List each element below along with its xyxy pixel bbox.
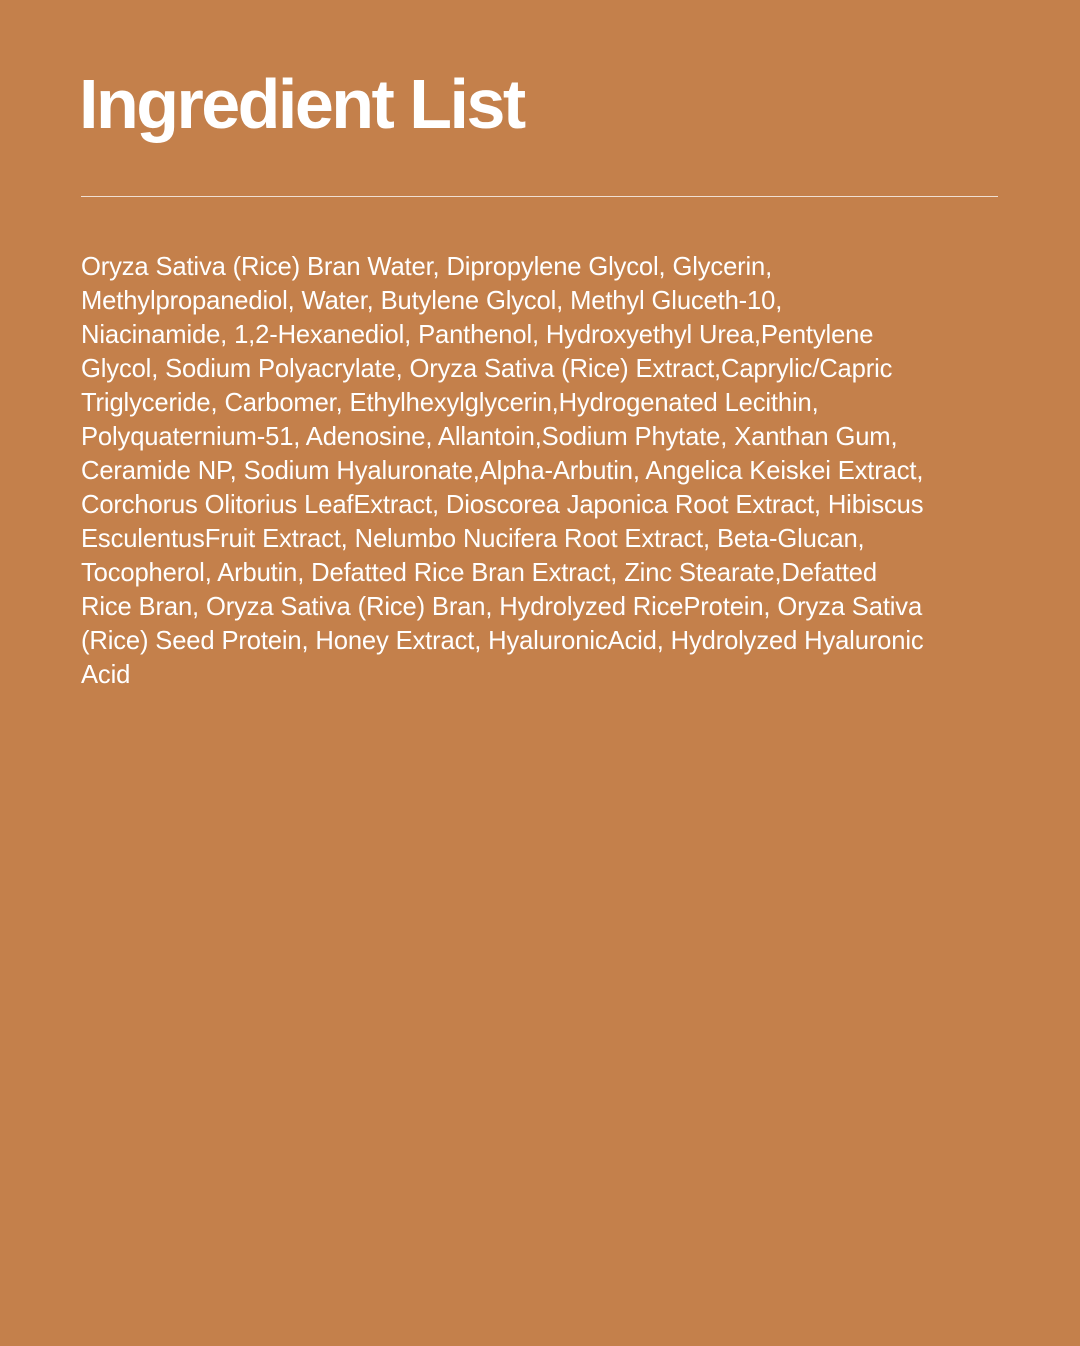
- ingredient-list: [81, 250, 1011, 692]
- ingredient-line: Glycol, Sodium Polyacrylate, Oryza Sativa (Rice) Extract,Caprylic/Capric: [81, 355, 893, 383]
- divider: [81, 196, 998, 197]
- ingredient-line: Oryza Sativa (Rice) Bran Water, Dipropylene Glycol, Glycerin,: [81, 253, 773, 281]
- ingredient-line: Rice Bran, Oryza Sativa (Rice) Bran, Hydrolyzed RiceProtein, Oryza Sativa: [81, 593, 923, 621]
- ingredient-line: Corchorus Olitorius LeafExtract, Dioscorea Japonica Root Extract, Hibiscus: [81, 491, 924, 519]
- page-title: Ingredient List: [79, 65, 524, 143]
- ingredient-line: Ceramide NP, Sodium Hyaluronate,Alpha-Arbutin, Angelica Keiskei Extract,: [81, 457, 924, 485]
- ingredient-line: Niacinamide, 1,2-Hexanediol, Panthenol, Hydroxyethyl Urea,Pentylene: [81, 321, 874, 349]
- ingredient-line: Methylpropanediol, Water, Butylene Glycol, Methyl Gluceth-10,: [81, 287, 783, 315]
- ingredient-line: EsculentusFruit Extract, Nelumbo Nucifera Root Extract, Beta-Glucan,: [81, 525, 865, 553]
- ingredient-line: Tocopherol, Arbutin, Defatted Rice Bran Extract, Zinc Stearate,Defatted: [81, 559, 877, 587]
- ingredient-line: (Rice) Seed Protein, Honey Extract, HyaluronicAcid, Hydrolyzed Hyaluronic: [81, 627, 924, 655]
- ingredient-line: Acid: [81, 661, 131, 689]
- ingredient-line: Polyquaternium-51, Adenosine, Allantoin,Sodium Phytate, Xanthan Gum,: [81, 423, 898, 451]
- ingredient-line: Triglyceride, Carbomer, Ethylhexylglycerin,Hydrogenated Lecithin,: [81, 389, 819, 417]
